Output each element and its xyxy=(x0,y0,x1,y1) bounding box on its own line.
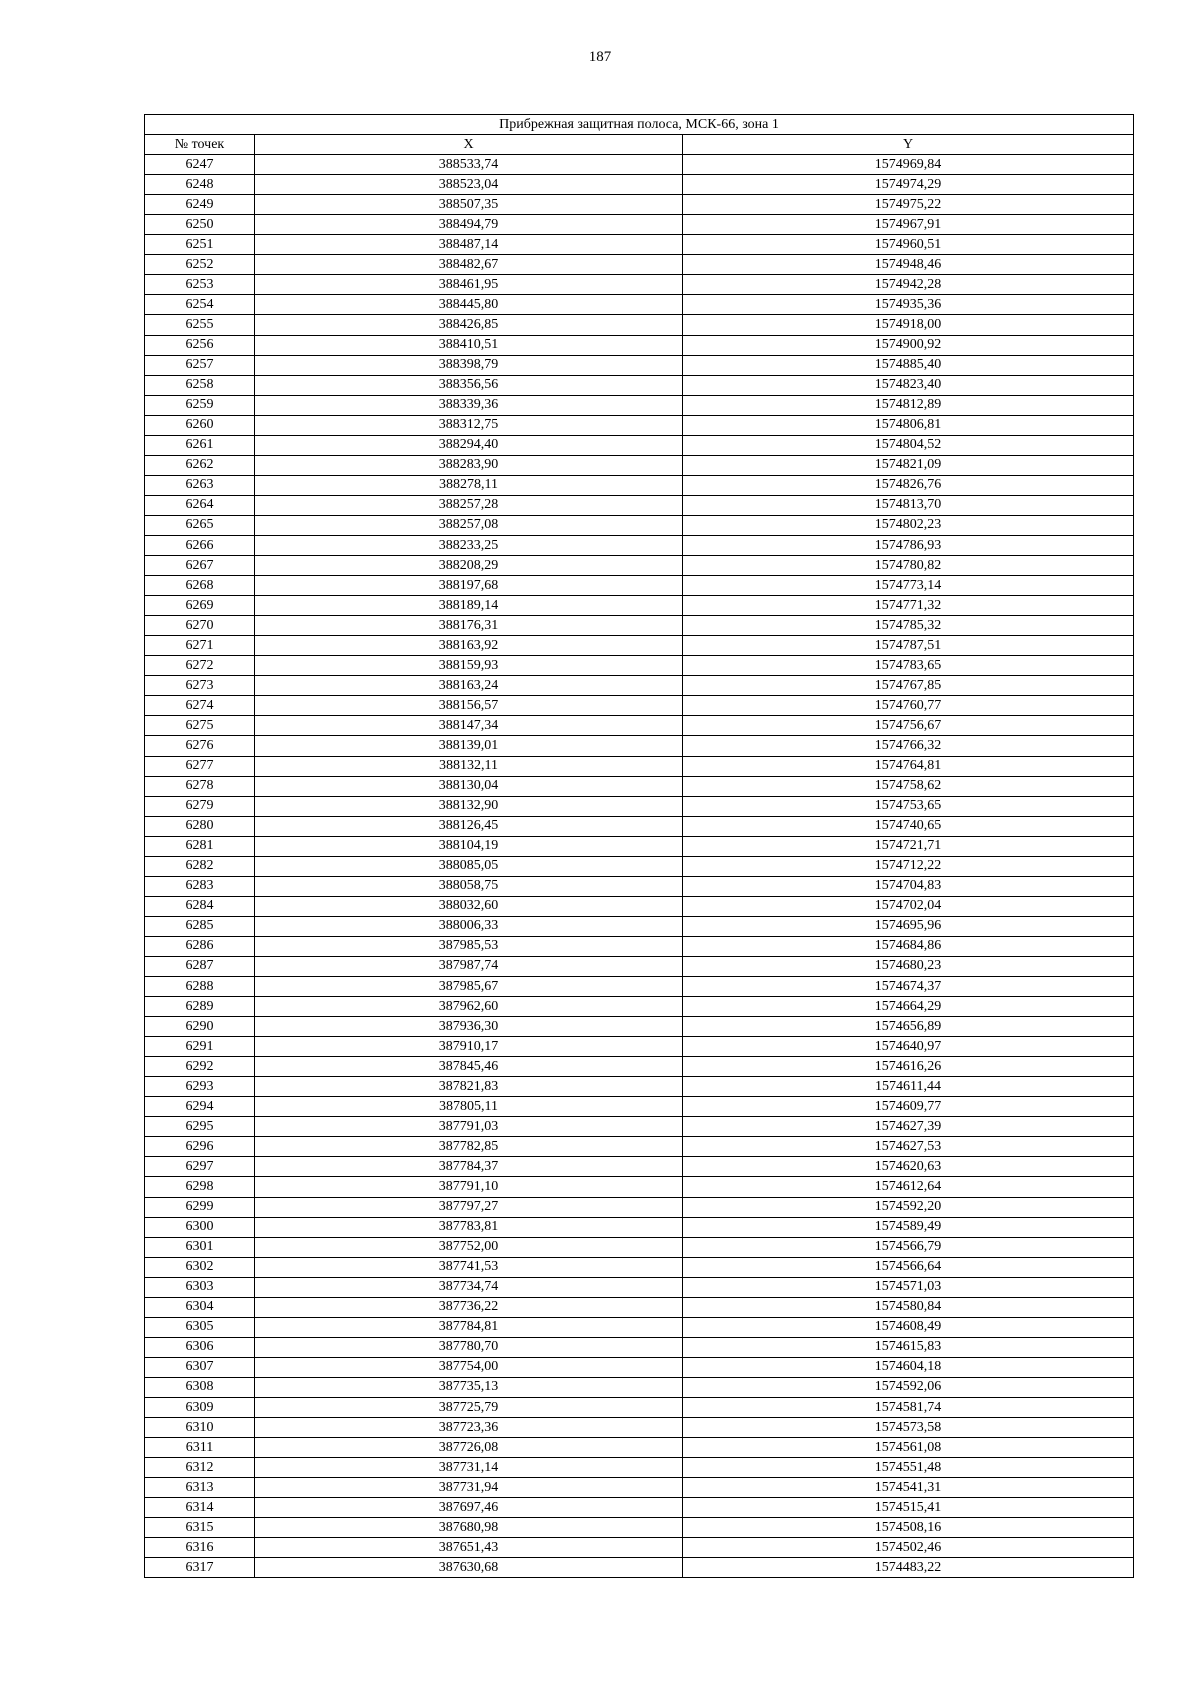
cell-point-number: 6256 xyxy=(145,335,255,355)
cell-x: 388294,40 xyxy=(255,435,683,455)
cell-point-number: 6273 xyxy=(145,676,255,696)
cell-point-number: 6307 xyxy=(145,1357,255,1377)
cell-y: 1574771,32 xyxy=(683,596,1134,616)
table-title-row xyxy=(145,115,1134,135)
cell-x: 388139,01 xyxy=(255,736,683,756)
cell-x: 388523,04 xyxy=(255,175,683,195)
cell-point-number: 6314 xyxy=(145,1498,255,1518)
cell-y: 1574573,58 xyxy=(683,1418,1134,1438)
cell-x: 388163,24 xyxy=(255,676,683,696)
cell-point-number: 6247 xyxy=(145,155,255,175)
table-row xyxy=(145,956,1134,976)
table-row xyxy=(145,1017,1134,1037)
cell-x: 387782,85 xyxy=(255,1137,683,1157)
cell-y: 1574664,29 xyxy=(683,997,1134,1017)
cell-point-number: 6285 xyxy=(145,916,255,936)
table-row xyxy=(145,1097,1134,1117)
cell-point-number: 6254 xyxy=(145,295,255,315)
cell-point-number: 6276 xyxy=(145,736,255,756)
cell-x: 388104,19 xyxy=(255,836,683,856)
cell-x: 387985,53 xyxy=(255,936,683,956)
table-row xyxy=(145,876,1134,896)
table-row xyxy=(145,756,1134,776)
cell-point-number: 6274 xyxy=(145,696,255,716)
cell-y: 1574969,84 xyxy=(683,155,1134,175)
cell-y: 1574786,93 xyxy=(683,535,1134,555)
table-row xyxy=(145,977,1134,997)
cell-y: 1574766,32 xyxy=(683,736,1134,756)
cell-point-number: 6271 xyxy=(145,636,255,656)
cell-point-number: 6267 xyxy=(145,556,255,576)
cell-y: 1574571,03 xyxy=(683,1277,1134,1297)
cell-y: 1574604,18 xyxy=(683,1357,1134,1377)
table-row xyxy=(145,1317,1134,1337)
cell-y: 1574680,23 xyxy=(683,956,1134,976)
cell-x: 388189,14 xyxy=(255,596,683,616)
cell-point-number: 6255 xyxy=(145,315,255,335)
cell-x: 387697,46 xyxy=(255,1498,683,1518)
cell-point-number: 6282 xyxy=(145,856,255,876)
cell-point-number: 6284 xyxy=(145,896,255,916)
table-row xyxy=(145,1498,1134,1518)
cell-x: 387680,98 xyxy=(255,1518,683,1538)
cell-x: 387805,11 xyxy=(255,1097,683,1117)
table-row xyxy=(145,375,1134,395)
cell-point-number: 6297 xyxy=(145,1157,255,1177)
cell-y: 1574806,81 xyxy=(683,415,1134,435)
cell-y: 1574885,40 xyxy=(683,355,1134,375)
table-row xyxy=(145,1057,1134,1077)
table-row xyxy=(145,716,1134,736)
cell-y: 1574767,85 xyxy=(683,676,1134,696)
cell-x: 388445,80 xyxy=(255,295,683,315)
cell-x: 388487,14 xyxy=(255,235,683,255)
cell-x: 387752,00 xyxy=(255,1237,683,1257)
cell-x: 387845,46 xyxy=(255,1057,683,1077)
table-row xyxy=(145,1177,1134,1197)
cell-y: 1574483,22 xyxy=(683,1558,1134,1578)
cell-x: 387731,94 xyxy=(255,1478,683,1498)
table-body xyxy=(145,155,1134,1578)
table-row xyxy=(145,696,1134,716)
cell-y: 1574627,39 xyxy=(683,1117,1134,1137)
cell-y: 1574640,97 xyxy=(683,1037,1134,1057)
cell-x: 388312,75 xyxy=(255,415,683,435)
cell-y: 1574804,52 xyxy=(683,435,1134,455)
cell-point-number: 6272 xyxy=(145,656,255,676)
column-header-y: Y xyxy=(683,135,1134,155)
cell-point-number: 6279 xyxy=(145,796,255,816)
cell-point-number: 6277 xyxy=(145,756,255,776)
cell-y: 1574780,82 xyxy=(683,556,1134,576)
table-row xyxy=(145,1217,1134,1237)
cell-x: 388356,56 xyxy=(255,375,683,395)
cell-y: 1574502,46 xyxy=(683,1538,1134,1558)
cell-x: 388278,11 xyxy=(255,475,683,495)
cell-y: 1574740,65 xyxy=(683,816,1134,836)
cell-point-number: 6299 xyxy=(145,1197,255,1217)
cell-x: 387985,67 xyxy=(255,977,683,997)
cell-point-number: 6294 xyxy=(145,1097,255,1117)
cell-point-number: 6303 xyxy=(145,1277,255,1297)
cell-point-number: 6298 xyxy=(145,1177,255,1197)
cell-point-number: 6280 xyxy=(145,816,255,836)
table-row xyxy=(145,415,1134,435)
cell-x: 388147,34 xyxy=(255,716,683,736)
table-row xyxy=(145,1458,1134,1478)
table-row xyxy=(145,1438,1134,1458)
cell-x: 387651,43 xyxy=(255,1538,683,1558)
cell-x: 387736,22 xyxy=(255,1297,683,1317)
cell-y: 1574695,96 xyxy=(683,916,1134,936)
cell-point-number: 6257 xyxy=(145,355,255,375)
cell-y: 1574760,77 xyxy=(683,696,1134,716)
cell-point-number: 6268 xyxy=(145,576,255,596)
cell-point-number: 6260 xyxy=(145,415,255,435)
table-row xyxy=(145,636,1134,656)
cell-x: 388461,95 xyxy=(255,275,683,295)
cell-point-number: 6291 xyxy=(145,1037,255,1057)
table-row xyxy=(145,275,1134,295)
cell-y: 1574967,91 xyxy=(683,215,1134,235)
cell-x: 388257,08 xyxy=(255,515,683,535)
cell-point-number: 6315 xyxy=(145,1518,255,1538)
cell-x: 387791,10 xyxy=(255,1177,683,1197)
cell-y: 1574589,49 xyxy=(683,1217,1134,1237)
table-header-row xyxy=(145,135,1134,155)
cell-point-number: 6288 xyxy=(145,977,255,997)
table-row xyxy=(145,255,1134,275)
cell-x: 388126,45 xyxy=(255,816,683,836)
cell-x: 387797,27 xyxy=(255,1197,683,1217)
cell-point-number: 6283 xyxy=(145,876,255,896)
cell-x: 387821,83 xyxy=(255,1077,683,1097)
cell-y: 1574975,22 xyxy=(683,195,1134,215)
cell-x: 388482,67 xyxy=(255,255,683,275)
cell-point-number: 6266 xyxy=(145,535,255,555)
cell-y: 1574948,46 xyxy=(683,255,1134,275)
cell-point-number: 6300 xyxy=(145,1217,255,1237)
cell-x: 388085,05 xyxy=(255,856,683,876)
cell-y: 1574656,89 xyxy=(683,1017,1134,1037)
cell-x: 388132,90 xyxy=(255,796,683,816)
cell-y: 1574581,74 xyxy=(683,1398,1134,1418)
table-row xyxy=(145,736,1134,756)
cell-x: 387784,37 xyxy=(255,1157,683,1177)
cell-point-number: 6317 xyxy=(145,1558,255,1578)
page-number: 187 xyxy=(588,49,612,65)
cell-point-number: 6259 xyxy=(145,395,255,415)
cell-x: 387791,03 xyxy=(255,1117,683,1137)
table-row xyxy=(145,495,1134,515)
table-row xyxy=(145,1418,1134,1438)
cell-y: 1574615,83 xyxy=(683,1337,1134,1357)
cell-y: 1574684,86 xyxy=(683,936,1134,956)
cell-y: 1574609,77 xyxy=(683,1097,1134,1117)
cell-point-number: 6312 xyxy=(145,1458,255,1478)
cell-y: 1574813,70 xyxy=(683,495,1134,515)
table-row xyxy=(145,1037,1134,1057)
cell-point-number: 6253 xyxy=(145,275,255,295)
cell-x: 388339,36 xyxy=(255,395,683,415)
cell-x: 388208,29 xyxy=(255,556,683,576)
table-row xyxy=(145,315,1134,335)
cell-y: 1574566,64 xyxy=(683,1257,1134,1277)
cell-y: 1574561,08 xyxy=(683,1438,1134,1458)
cell-x: 388130,04 xyxy=(255,776,683,796)
cell-y: 1574974,29 xyxy=(683,175,1134,195)
cell-point-number: 6310 xyxy=(145,1418,255,1438)
cell-y: 1574935,36 xyxy=(683,295,1134,315)
table-row xyxy=(145,235,1134,255)
table-row xyxy=(145,1137,1134,1157)
cell-y: 1574712,22 xyxy=(683,856,1134,876)
column-header-point: № точек xyxy=(145,135,255,155)
table-row xyxy=(145,295,1134,315)
cell-y: 1574721,71 xyxy=(683,836,1134,856)
cell-point-number: 6296 xyxy=(145,1137,255,1157)
table-row xyxy=(145,1257,1134,1277)
table-row xyxy=(145,1398,1134,1418)
cell-y: 1574821,09 xyxy=(683,455,1134,475)
cell-x: 387630,68 xyxy=(255,1558,683,1578)
cell-x: 387987,74 xyxy=(255,956,683,976)
cell-point-number: 6304 xyxy=(145,1297,255,1317)
cell-y: 1574612,64 xyxy=(683,1177,1134,1197)
cell-x: 387783,81 xyxy=(255,1217,683,1237)
cell-x: 388233,25 xyxy=(255,535,683,555)
table-row xyxy=(145,1558,1134,1578)
cell-point-number: 6264 xyxy=(145,495,255,515)
cell-x: 388006,33 xyxy=(255,916,683,936)
table-row xyxy=(145,1237,1134,1257)
cell-point-number: 6289 xyxy=(145,997,255,1017)
cell-x: 388398,79 xyxy=(255,355,683,375)
cell-y: 1574960,51 xyxy=(683,235,1134,255)
table-row xyxy=(145,515,1134,535)
cell-y: 1574620,63 xyxy=(683,1157,1134,1177)
cell-y: 1574773,14 xyxy=(683,576,1134,596)
table-row xyxy=(145,1538,1134,1558)
table-row xyxy=(145,1478,1134,1498)
cell-y: 1574753,65 xyxy=(683,796,1134,816)
cell-point-number: 6269 xyxy=(145,596,255,616)
cell-point-number: 6301 xyxy=(145,1237,255,1257)
table-row xyxy=(145,475,1134,495)
cell-y: 1574918,00 xyxy=(683,315,1134,335)
table-row xyxy=(145,455,1134,475)
cell-x: 387936,30 xyxy=(255,1017,683,1037)
cell-y: 1574608,49 xyxy=(683,1317,1134,1337)
cell-point-number: 6250 xyxy=(145,215,255,235)
cell-y: 1574704,83 xyxy=(683,876,1134,896)
cell-x: 387780,70 xyxy=(255,1337,683,1357)
cell-x: 387784,81 xyxy=(255,1317,683,1337)
table-row xyxy=(145,836,1134,856)
cell-x: 387741,53 xyxy=(255,1257,683,1277)
cell-y: 1574566,79 xyxy=(683,1237,1134,1257)
cell-point-number: 6309 xyxy=(145,1398,255,1418)
cell-x: 387962,60 xyxy=(255,997,683,1017)
cell-x: 388156,57 xyxy=(255,696,683,716)
cell-point-number: 6249 xyxy=(145,195,255,215)
cell-point-number: 6263 xyxy=(145,475,255,495)
cell-y: 1574551,48 xyxy=(683,1458,1134,1478)
table-row xyxy=(145,556,1134,576)
table-row xyxy=(145,1357,1134,1377)
cell-y: 1574592,20 xyxy=(683,1197,1134,1217)
table-row xyxy=(145,435,1134,455)
table-row xyxy=(145,155,1134,175)
cell-point-number: 6316 xyxy=(145,1538,255,1558)
cell-point-number: 6286 xyxy=(145,936,255,956)
table-row xyxy=(145,656,1134,676)
cell-point-number: 6308 xyxy=(145,1377,255,1397)
table-row xyxy=(145,1337,1134,1357)
cell-point-number: 6248 xyxy=(145,175,255,195)
table-row xyxy=(145,776,1134,796)
table-row xyxy=(145,1157,1134,1177)
cell-point-number: 6311 xyxy=(145,1438,255,1458)
table-row xyxy=(145,395,1134,415)
coordinates-table xyxy=(144,114,1134,1578)
cell-y: 1574812,89 xyxy=(683,395,1134,415)
cell-y: 1574826,76 xyxy=(683,475,1134,495)
table-row xyxy=(145,896,1134,916)
cell-point-number: 6252 xyxy=(145,255,255,275)
table-row xyxy=(145,1077,1134,1097)
cell-x: 387731,14 xyxy=(255,1458,683,1478)
cell-point-number: 6265 xyxy=(145,515,255,535)
cell-point-number: 6287 xyxy=(145,956,255,976)
cell-y: 1574702,04 xyxy=(683,896,1134,916)
cell-y: 1574783,65 xyxy=(683,656,1134,676)
cell-y: 1574674,37 xyxy=(683,977,1134,997)
cell-x: 388283,90 xyxy=(255,455,683,475)
cell-y: 1574758,62 xyxy=(683,776,1134,796)
cell-point-number: 6261 xyxy=(145,435,255,455)
cell-point-number: 6275 xyxy=(145,716,255,736)
cell-x: 388058,75 xyxy=(255,876,683,896)
table-title: Прибрежная защитная полоса, МСК-66, зона 1 xyxy=(145,115,1134,135)
table-row xyxy=(145,1377,1134,1397)
cell-x: 388159,93 xyxy=(255,656,683,676)
cell-point-number: 6295 xyxy=(145,1117,255,1137)
table-row xyxy=(145,195,1134,215)
table-row xyxy=(145,215,1134,235)
table-row xyxy=(145,355,1134,375)
cell-x: 388533,74 xyxy=(255,155,683,175)
cell-x: 387725,79 xyxy=(255,1398,683,1418)
cell-y: 1574580,84 xyxy=(683,1297,1134,1317)
table-row xyxy=(145,1518,1134,1538)
cell-y: 1574764,81 xyxy=(683,756,1134,776)
cell-point-number: 6270 xyxy=(145,616,255,636)
table-row xyxy=(145,796,1134,816)
column-header-x: X xyxy=(255,135,683,155)
cell-point-number: 6290 xyxy=(145,1017,255,1037)
cell-point-number: 6302 xyxy=(145,1257,255,1277)
table-row xyxy=(145,816,1134,836)
cell-x: 388494,79 xyxy=(255,215,683,235)
cell-point-number: 6305 xyxy=(145,1317,255,1337)
cell-point-number: 6306 xyxy=(145,1337,255,1357)
table-row xyxy=(145,1277,1134,1297)
cell-y: 1574785,32 xyxy=(683,616,1134,636)
cell-x: 387735,13 xyxy=(255,1377,683,1397)
cell-y: 1574823,40 xyxy=(683,375,1134,395)
cell-x: 388197,68 xyxy=(255,576,683,596)
cell-y: 1574508,16 xyxy=(683,1518,1134,1538)
cell-y: 1574900,92 xyxy=(683,335,1134,355)
cell-y: 1574592,06 xyxy=(683,1377,1134,1397)
cell-x: 388410,51 xyxy=(255,335,683,355)
cell-x: 388176,31 xyxy=(255,616,683,636)
cell-y: 1574616,26 xyxy=(683,1057,1134,1077)
cell-x: 387723,36 xyxy=(255,1418,683,1438)
table-row xyxy=(145,676,1134,696)
table-row xyxy=(145,576,1134,596)
cell-y: 1574787,51 xyxy=(683,636,1134,656)
cell-y: 1574802,23 xyxy=(683,515,1134,535)
cell-y: 1574515,41 xyxy=(683,1498,1134,1518)
table-row xyxy=(145,856,1134,876)
cell-point-number: 6258 xyxy=(145,375,255,395)
table-row xyxy=(145,916,1134,936)
cell-x: 387734,74 xyxy=(255,1277,683,1297)
table-row xyxy=(145,596,1134,616)
cell-x: 387726,08 xyxy=(255,1438,683,1458)
table-row xyxy=(145,616,1134,636)
cell-y: 1574611,44 xyxy=(683,1077,1134,1097)
table-row xyxy=(145,936,1134,956)
table-row xyxy=(145,997,1134,1017)
cell-x: 388257,28 xyxy=(255,495,683,515)
cell-y: 1574942,28 xyxy=(683,275,1134,295)
cell-point-number: 6292 xyxy=(145,1057,255,1077)
cell-x: 387910,17 xyxy=(255,1037,683,1057)
cell-y: 1574541,31 xyxy=(683,1478,1134,1498)
table-row xyxy=(145,535,1134,555)
cell-x: 388032,60 xyxy=(255,896,683,916)
table-row xyxy=(145,175,1134,195)
cell-x: 387754,00 xyxy=(255,1357,683,1377)
cell-x: 388132,11 xyxy=(255,756,683,776)
table-row xyxy=(145,1117,1134,1137)
table-row xyxy=(145,1297,1134,1317)
cell-point-number: 6262 xyxy=(145,455,255,475)
cell-x: 388426,85 xyxy=(255,315,683,335)
cell-point-number: 6278 xyxy=(145,776,255,796)
cell-y: 1574627,53 xyxy=(683,1137,1134,1157)
cell-point-number: 6313 xyxy=(145,1478,255,1498)
cell-point-number: 6251 xyxy=(145,235,255,255)
table-row xyxy=(145,1197,1134,1217)
cell-y: 1574756,67 xyxy=(683,716,1134,736)
cell-x: 388163,92 xyxy=(255,636,683,656)
cell-x: 388507,35 xyxy=(255,195,683,215)
cell-point-number: 6281 xyxy=(145,836,255,856)
table-row xyxy=(145,335,1134,355)
cell-point-number: 6293 xyxy=(145,1077,255,1097)
